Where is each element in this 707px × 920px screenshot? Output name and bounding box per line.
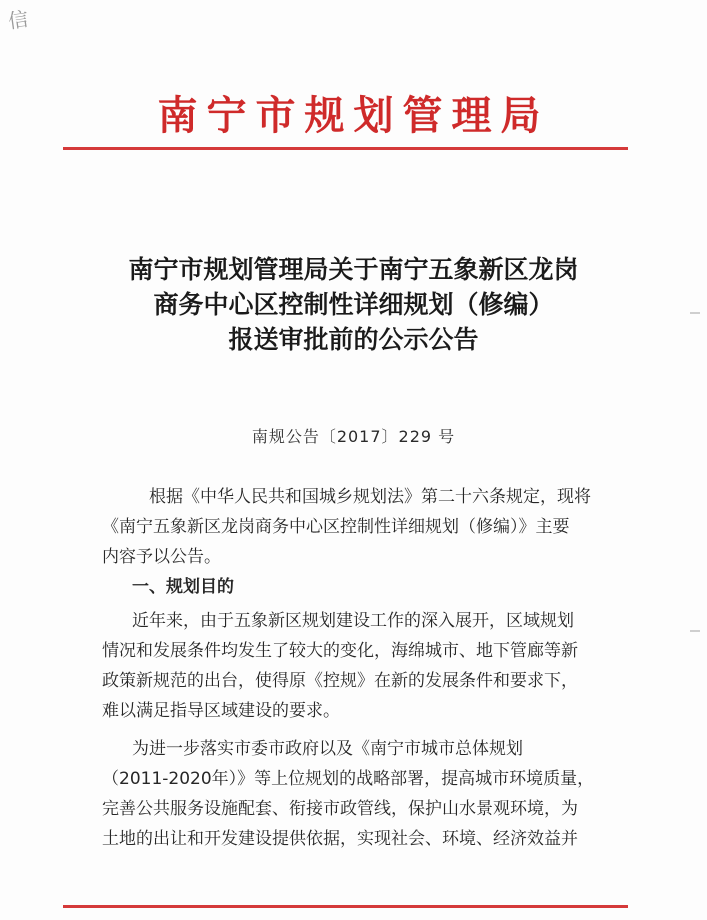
document-number: 南规公告〔2017〕229 号 xyxy=(251,427,456,446)
title-line: 商务中心区控制性详细规划（修编） xyxy=(153,290,554,319)
footer-red-rule xyxy=(63,905,628,908)
announcement-title xyxy=(0,252,707,357)
paragraph-line: 为进一步落实市委市政府以及《南宁市城市总体规划 xyxy=(132,739,523,759)
title-line: 南宁市规划管理局关于南宁五象新区龙岗 xyxy=(128,255,579,284)
title-line: 报送审批前的公示公告 xyxy=(228,325,479,354)
paragraph-line: 情况和发展条件均发生了较大的变化，海绵城市、地下管廊等新 xyxy=(102,641,578,661)
paragraph-line: 完善公共服务设施配套、衔接市政管线，保护山水景观环境，为 xyxy=(102,799,578,819)
paragraph-line: 内容予以公告。 xyxy=(102,547,221,567)
section-heading: 一、规划目的 xyxy=(132,577,234,597)
paragraph-line: 近年来，由于五象新区规划建设工作的深入展开，区域规划 xyxy=(132,611,574,631)
letterhead-org-name: 南宁市规划管理局 xyxy=(157,92,550,139)
paragraph-line: 土地的出让和开发建设提供依据，实现社会、环境、经济效益并 xyxy=(102,829,578,849)
margin-tick xyxy=(690,630,700,632)
paragraph-line: 难以满足指导区域建设的要求。 xyxy=(102,701,340,721)
paragraph-line: 根据《中华人民共和国城乡规划法》第二十六条规定，现将 xyxy=(149,487,591,507)
document-body xyxy=(102,482,650,854)
paragraph-line: 《南宁五象新区龙岗商务中心区控制性详细规划（修编）》主要 xyxy=(102,517,570,537)
paragraph-line: （2011-2020年）》等上位规划的战略部署，提高城市环境质量， xyxy=(102,769,595,789)
paragraph-line: 政策新规范的出台，使得原《控规》在新的发展条件和要求下， xyxy=(102,671,578,691)
letterhead-red-rule xyxy=(63,147,628,150)
margin-note: 信 xyxy=(6,6,30,34)
